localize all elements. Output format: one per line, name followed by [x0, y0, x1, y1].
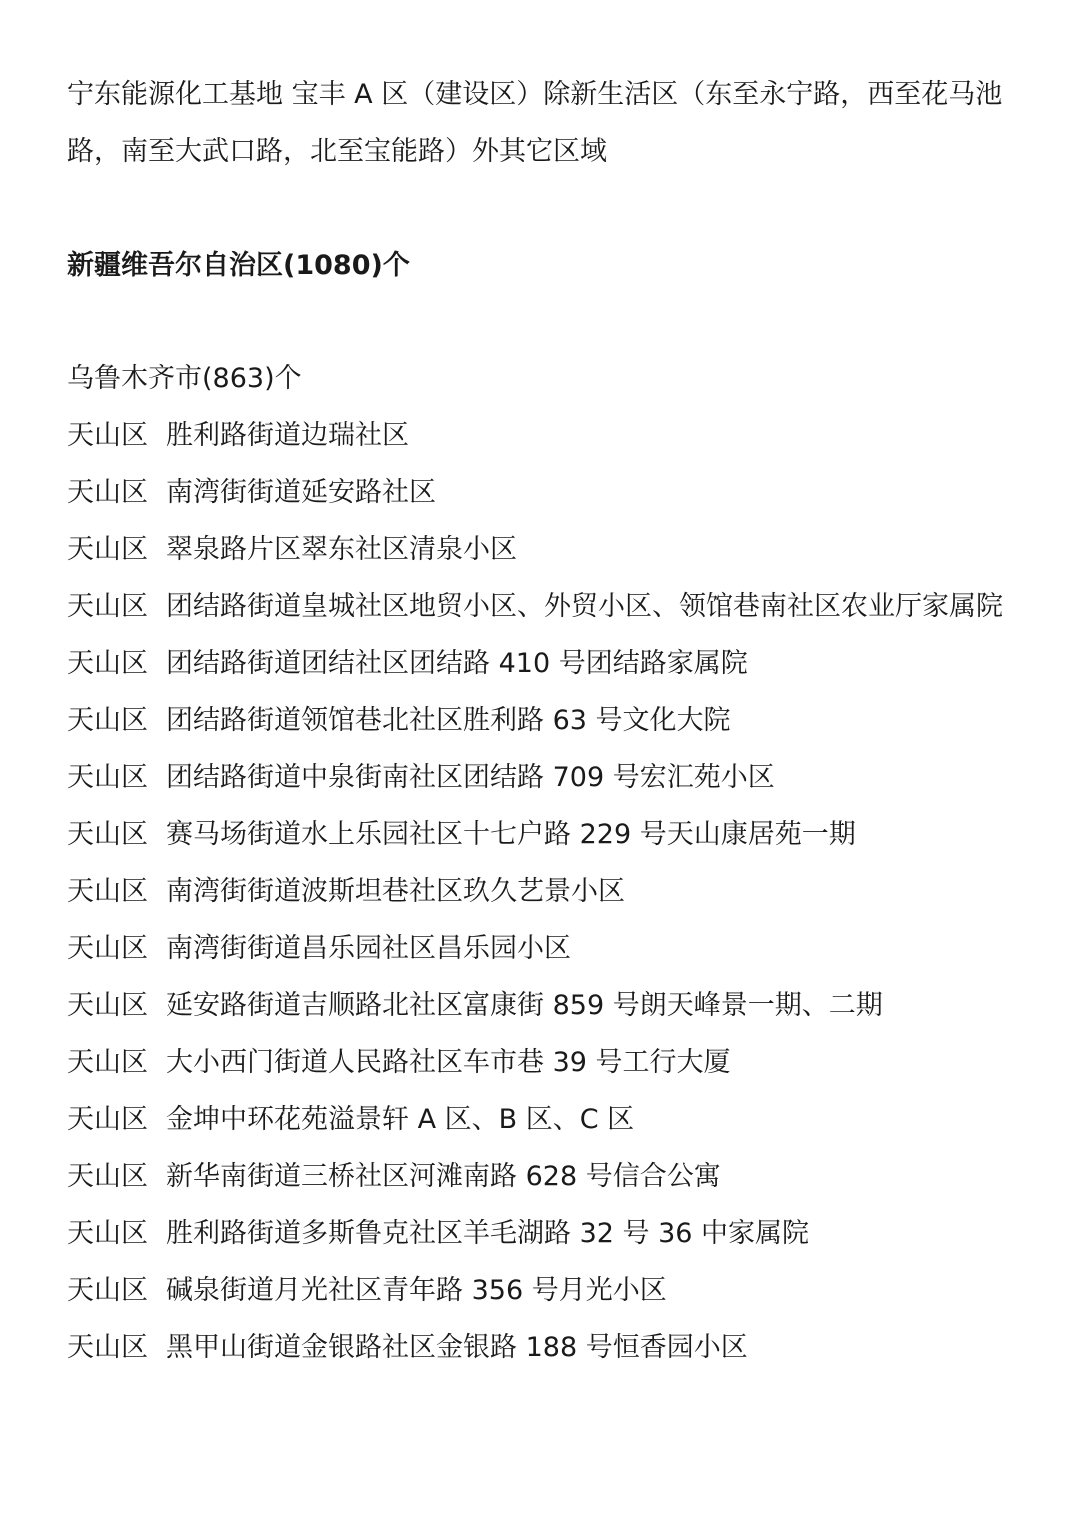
- district-label: 天山区: [67, 1218, 148, 1249]
- entry-detail: 碱泉街道月光社区青年路 356 号月光小区: [166, 1275, 667, 1306]
- entry-detail: 南湾街街道延安路社区: [166, 477, 436, 508]
- list-item: [67, 578, 1022, 635]
- entry-detail: 胜利路街道多斯鲁克社区羊毛湖路 32 号 36 中家属院: [166, 1218, 810, 1249]
- entry-detail: 延安路街道吉顺路北社区富康街 859 号朗天峰景一期、二期: [166, 990, 883, 1021]
- district-label: 天山区: [67, 591, 148, 622]
- intro-text: 宁东能源化工基地 宝丰 A 区（建设区）除新生活区（东至永宁路，西至花马池路，南至大武口路，北至宝能路）外其它区域: [67, 79, 1003, 167]
- region-heading: 新疆维吾尔自治区(1080)个: [67, 250, 410, 281]
- district-label: 天山区: [67, 990, 148, 1021]
- entry-detail: 黑甲山街道金银路社区金银路 188 号恒香园小区: [166, 1332, 748, 1363]
- district-label: 天山区: [67, 477, 148, 508]
- entry-list: [67, 350, 1022, 1376]
- entry-detail: 新华南街道三桥社区河滩南路 628 号信合公寓: [166, 1161, 721, 1192]
- list-item: [67, 806, 1022, 863]
- list-item: [67, 1034, 1022, 1091]
- list-item: [67, 464, 1022, 521]
- district-label: 天山区: [67, 705, 148, 736]
- district-label: 天山区: [67, 819, 148, 850]
- district-label: 天山区: [67, 1275, 148, 1306]
- list-item: [67, 863, 1022, 920]
- district-label: 天山区: [67, 1047, 148, 1078]
- entry-detail: 南湾街街道昌乐园社区昌乐园小区: [166, 933, 571, 964]
- entry-detail: 金坤中环花苑溢景轩 A 区、B 区、C 区: [166, 1104, 635, 1135]
- city-heading: 乌鲁木齐市(863)个: [67, 363, 302, 394]
- district-label: 天山区: [67, 1332, 148, 1363]
- list-item: [67, 1091, 1022, 1148]
- district-label: 天山区: [67, 762, 148, 793]
- entry-detail: 赛马场街道水上乐园社区十七户路 229 号天山康居苑一期: [166, 819, 856, 850]
- entry-detail: 团结路街道团结社区团结路 410 号团结路家属院: [166, 648, 748, 679]
- list-item: [67, 635, 1022, 692]
- district-label: 天山区: [67, 876, 148, 907]
- district-label: 天山区: [67, 933, 148, 964]
- intro-paragraph: [67, 66, 1022, 180]
- list-item: [67, 920, 1022, 977]
- entry-detail: 团结路街道皇城社区地贸小区、外贸小区、领馆巷南社区农业厅家属院: [166, 591, 1003, 622]
- district-label: 天山区: [67, 420, 148, 451]
- list-item: [67, 692, 1022, 749]
- list-item: [67, 749, 1022, 806]
- district-label: 天山区: [67, 1161, 148, 1192]
- list-item: [67, 1262, 1022, 1319]
- list-item: [67, 977, 1022, 1034]
- list-item: [67, 521, 1022, 578]
- district-label: 天山区: [67, 1104, 148, 1135]
- district-label: 天山区: [67, 534, 148, 565]
- entry-detail: 团结路街道中泉街南社区团结路 709 号宏汇苑小区: [166, 762, 775, 793]
- entry-detail: 胜利路街道边瑞社区: [166, 420, 409, 451]
- list-item: [67, 1148, 1022, 1205]
- entry-detail: 大小西门街道人民路社区车市巷 39 号工行大厦: [166, 1047, 731, 1078]
- entry-detail: 南湾街街道波斯坦巷社区玖久艺景小区: [166, 876, 625, 907]
- list-item: [67, 1205, 1022, 1262]
- entry-detail: 翠泉路片区翠东社区清泉小区: [166, 534, 517, 565]
- entry-detail: 团结路街道领馆巷北社区胜利路 63 号文化大院: [166, 705, 731, 736]
- list-item: [67, 1319, 1022, 1376]
- list-item: [67, 407, 1022, 464]
- district-label: 天山区: [67, 648, 148, 679]
- entries-container: [67, 407, 1022, 1376]
